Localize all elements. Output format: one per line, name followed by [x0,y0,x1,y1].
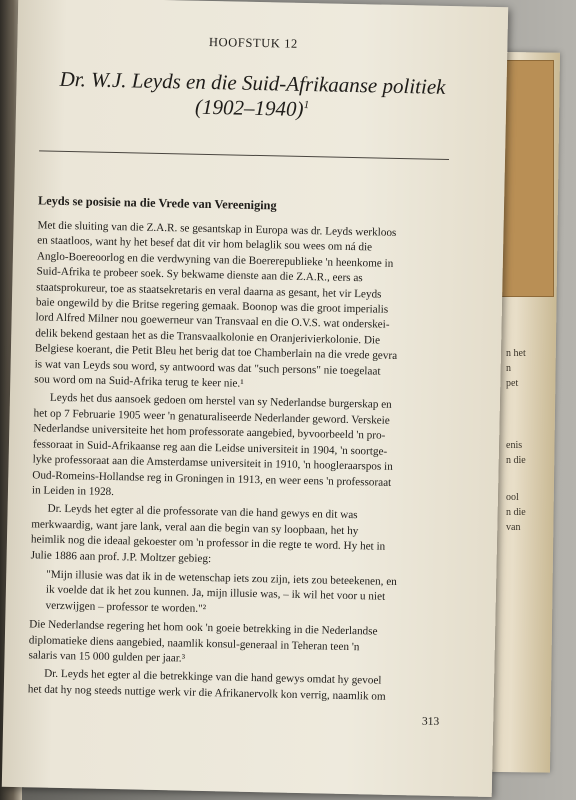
text-line: Suid-Afrika te probeer soek. Sy bekwame dienste aan die Z.A.R., eers as [36,265,363,285]
chapter-title [40,66,465,125]
margin-fragment: ool [506,492,519,503]
page-content [27,31,466,728]
paragraph-after-quote-2 [28,667,453,707]
page-number: 313 [421,715,440,728]
paragraph-2 [32,391,458,508]
text-line: delik bekend gestaan het as die Transvaalkolonie en Oranjerivierkolonie. Die [35,327,381,347]
page-tab-marker [500,60,554,297]
chapter-title-years: (1902–1940) [194,94,304,121]
quote-line: "Mijn illusie was dat ik in de wetenschap iets zou zijn, iets zou beteekenen, en [46,568,397,588]
quote-line: ik voelde dat ik het zou kunnen. Ja, mijn illusie was, – ik wil het voor u niet [45,584,386,604]
margin-fragment: n het [506,348,526,359]
text-line: Met die sluiting van die Z.A.R. se gesantskap in Europa was dr. Leyds werkloos [37,219,397,239]
text-line: Leyds het dus aansoek gedoen om herstel van sy Nederlandse burgerskap en [49,392,392,412]
title-divider [39,150,449,160]
text-line: salaris van 15 000 gulden per jaar.³ [28,649,186,665]
text-line: Belgiese koerant, die Petit Bleu het berig dat toe Chamberlain na die vrede gevra [34,342,398,363]
text-line: Oud-Romeins-Hollandse reg in Groningen in 1913, en weer eens 'n professoraat [32,468,392,489]
text-line: is wat van Leyds sou word, sy antwoord was dat "such persons" nie toegelaat [34,358,381,378]
text-line: Dr. Leyds het egter al die betrekkinge van die hand gewys omdat hy gevoel [44,668,382,688]
chapter-title-line1: Dr. W.J. Leyds en die Suid-Afrikaanse politiek [59,66,446,99]
margin-fragment: enis [506,440,523,451]
margin-fragment: n die [506,455,526,466]
text-line: Die Nederlandse regering het hom ook 'n goeie betrekking in die Nederlandse [29,618,378,638]
text-line: het dat hy nog steeds nuttige werk vir die Afrikanervolk kon verrig, naamlik om [27,683,386,703]
text-line: Nederlandse universiteite het hom professorate aangebied, byvoorbeeld 'n pro- [33,422,386,443]
text-line: merkwaardig, want jare lank, veral aan die begin van sy loopbaan, het hy [31,518,359,537]
quote-line: verzwijgen – professor te worden."² [45,599,207,615]
text-line: en staatloos, want hy het besef dat dit vir hom belaglik sou wees om ná die [37,234,373,254]
paragraph-3 [30,502,455,572]
text-line: heimlik nog die ideaal gekoester om 'n professor in die regte te word. Hy het in [30,533,386,553]
text-line: Julie 1886 aan prof. J.P. Moltzer gebieg: [30,548,212,565]
book-page [2,0,508,797]
text-line: Dr. Leyds het egter al die professorate van die hand gewys en dit was [47,502,358,522]
text-line: het op 7 Februarie 1905 weer 'n genaturaliseerde Nederlander geword. Verskeie [33,407,390,427]
margin-fragment: n [506,363,511,374]
text-line: diplomatieke diens aangebied, naamlik konsul-generaal in Teheran teen 'n [28,633,360,653]
margin-fragment: n die [506,507,526,518]
text-line: in Leiden in 1928. [31,484,115,498]
title-footnote-marker: 1 [303,98,310,112]
paragraph-1 [34,218,461,396]
section-heading: Leyds se posisie na die Vrede van Vereeniging [37,193,277,213]
block-quote [29,567,454,622]
text-line: staatsprokureur, toe as staatsekretaris en veral daarna as gesant, het vir Leyds [36,281,382,301]
text-line: Anglo-Boereoorlog en die verdwyning van die Boererepublieke 'n heenkome in [36,250,394,270]
margin-fragment: pet [506,378,519,389]
chapter-label: HOOFSTUK 12 [208,34,299,51]
paragraph-after-quote-1 [28,617,453,672]
text-line: fessoraat in Suid-Afrikaanse reg aan die Leidse universiteit in 1904, 'n soortge- [32,438,388,458]
body-text [28,218,462,706]
text-line: lyke professoraat aan die Amsterdamse universiteit in 1910, 'n hoogleraarspos in [32,453,393,473]
text-line: sou word om na Suid-Afrika terug te keer nie.¹ [34,373,244,390]
text-line: lord Alfred Milner nou goewerneur van Transvaal en die O.V.S. wat onderskei- [35,311,390,332]
text-line: baie ongewild by die Britse regering gemaak. Boonop was die groot imperialis [35,296,389,316]
margin-fragment: van [506,522,521,533]
